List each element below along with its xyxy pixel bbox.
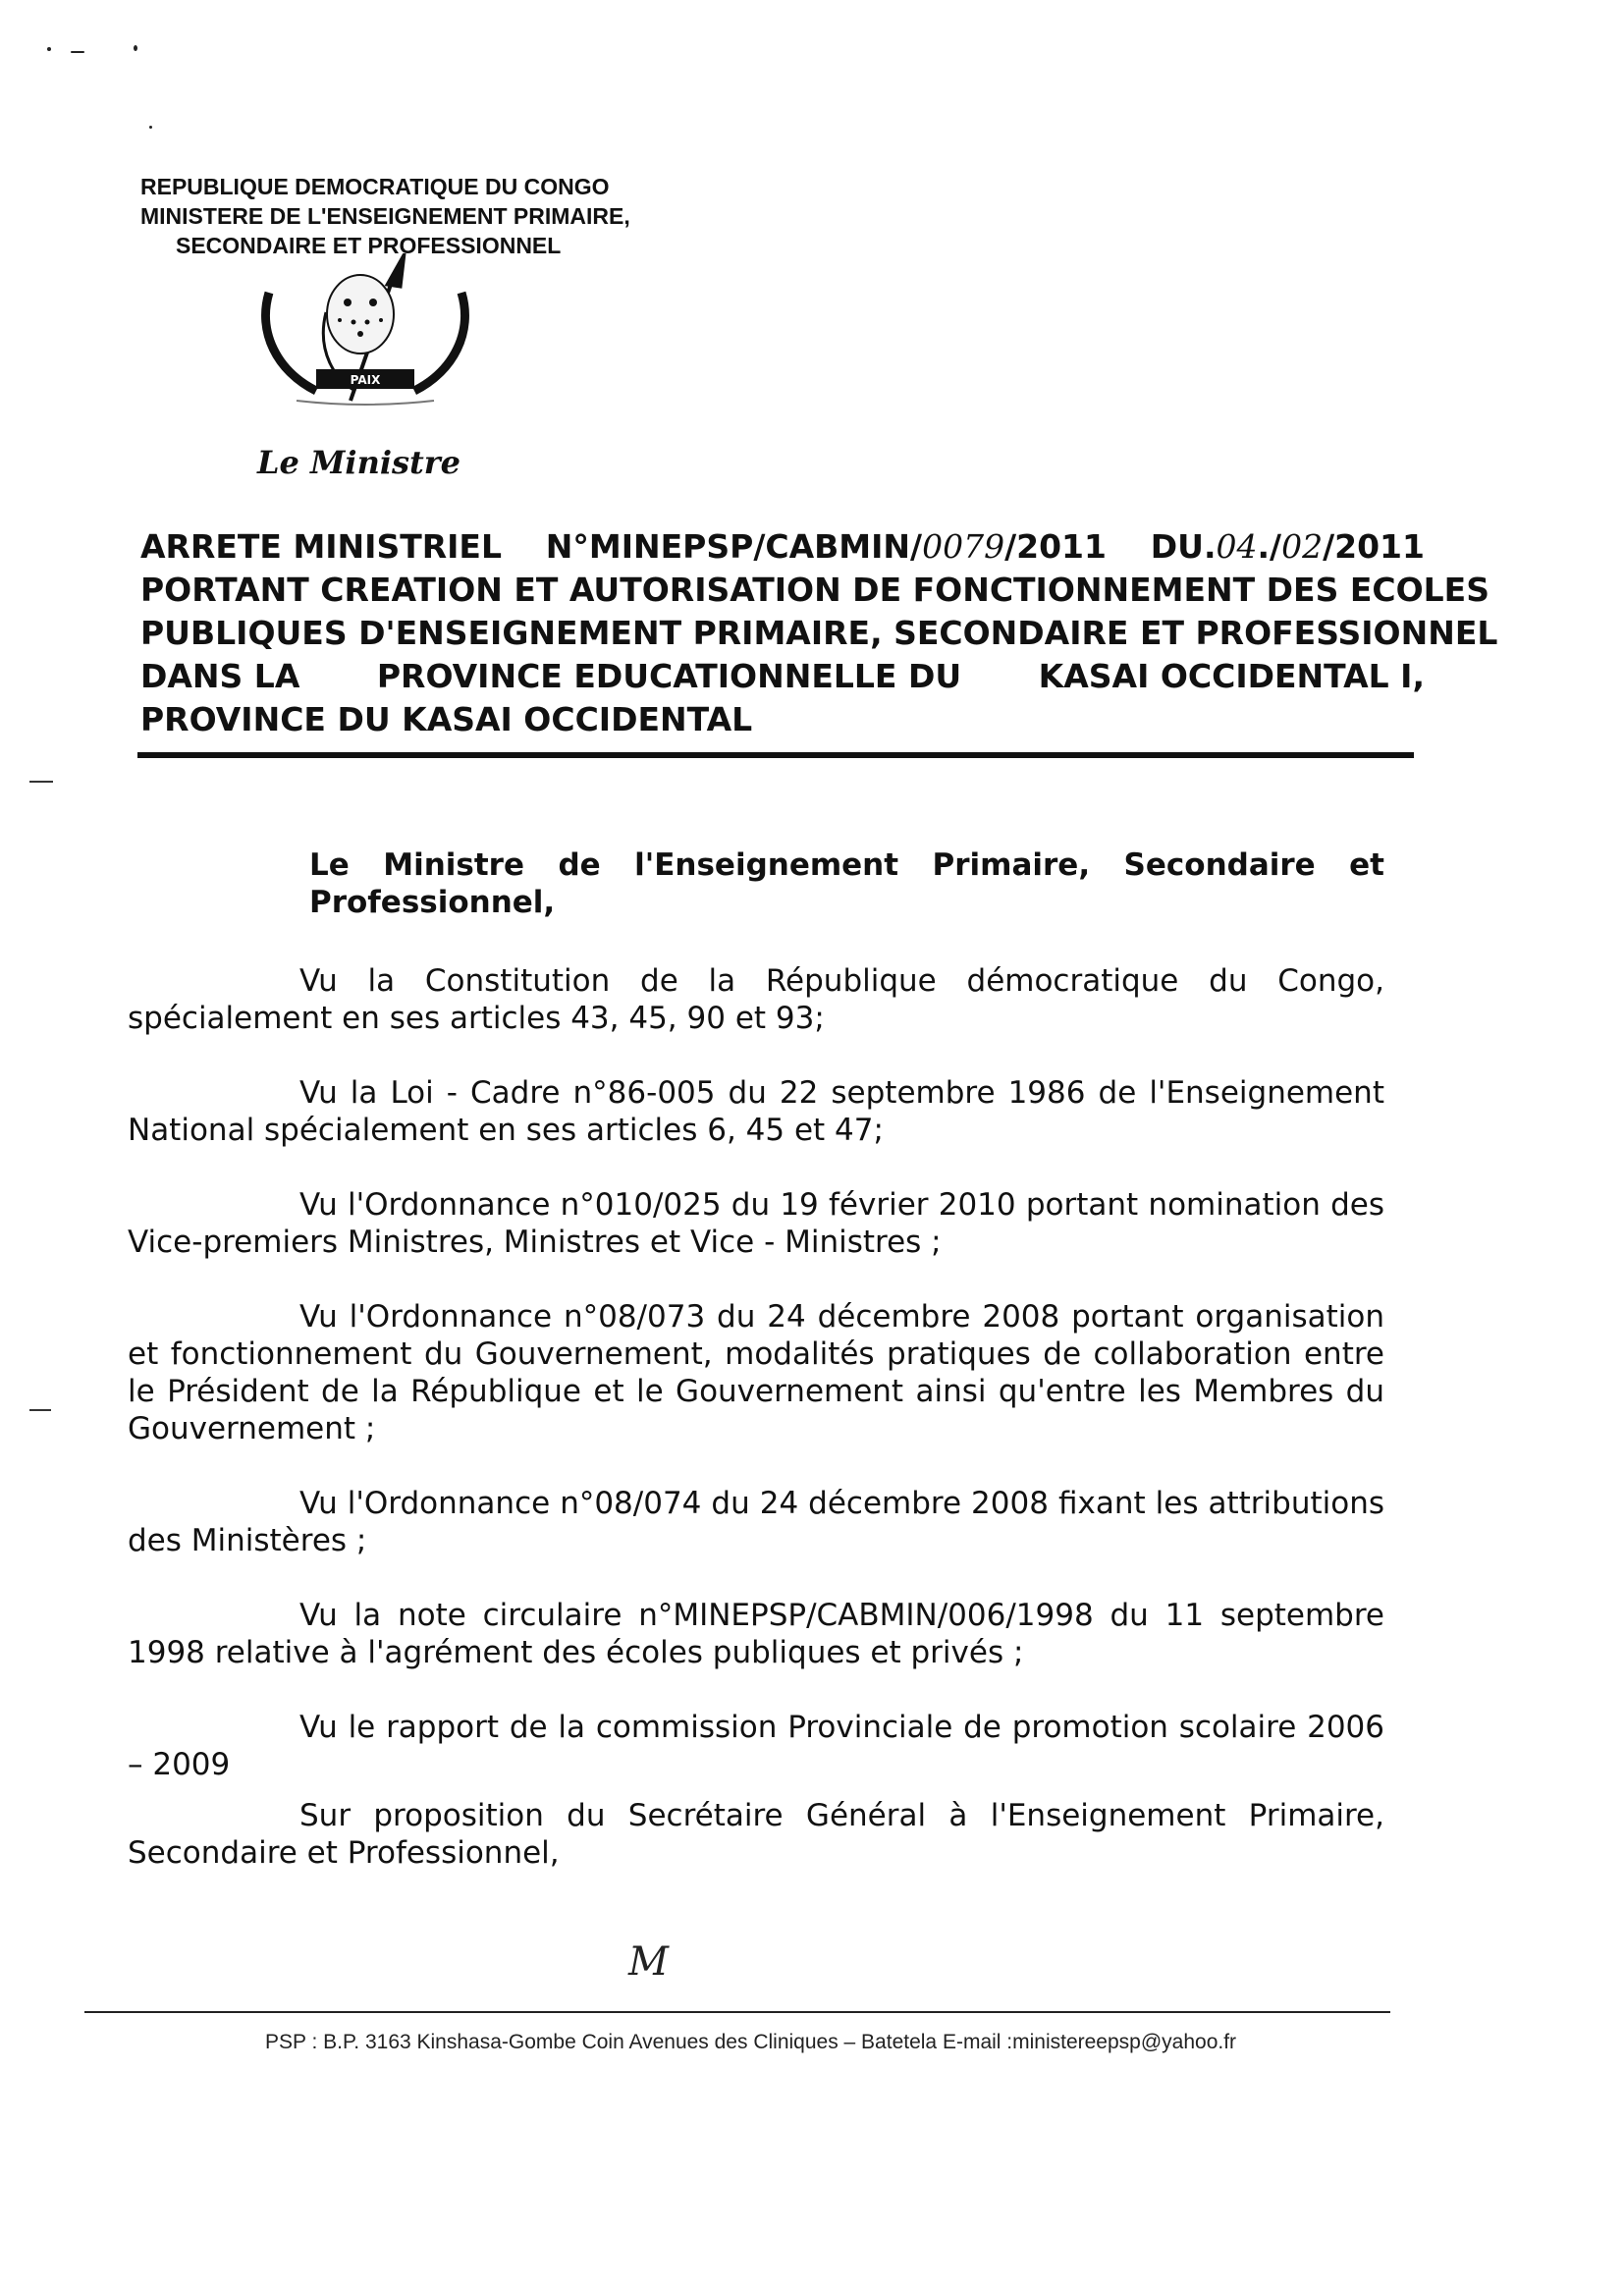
handwritten-initials: M [628,1939,669,1985]
preamble-paragraph: Vu la Loi - Cadre n°86-005 du 22 septembre 1986 de l'Enseignement National spécialement en ses articles 6, 45 et 47; [128,1075,1384,1148]
title-divider [137,752,1414,758]
decree-title-line: PORTANT CREATION ET AUTORISATION DE FONCTIONNEMENT DES ECOLES [140,571,1489,609]
scan-margin-mark [29,781,53,783]
decree-title-line: PUBLIQUES D'ENSEIGNEMENT PRIMAIRE, SECONDAIRE ET PROFESSIONNEL [140,614,1498,652]
decree-type: ARRETE MINISTRIEL [140,527,502,566]
handwritten-number: 0079 [922,527,1005,566]
decree-title-line: PROVINCE DU KASAI OCCIDENTAL [140,700,753,738]
preamble-lead: Le Ministre de l'Enseignement Primaire, Secondaire et Professionnel, [309,847,1384,920]
decree-title-line [140,525,1425,569]
decree-title-line: DANS LA PROVINCE EDUCATIONNELLE DU KASAI OCCIDENTAL I, [140,657,1425,695]
ministry-name-line2: SECONDAIRE ET PROFESSIONNEL [176,233,562,258]
country-name: REPUBLIQUE DEMOCRATIQUE DU CONGO [140,174,610,199]
decree-body [128,846,1384,1909]
scan-speck [47,47,51,51]
handwritten-day: 04 [1216,527,1258,566]
scan-speck [134,45,137,51]
preamble-paragraph: Vu l'Ordonnance n°08/073 du 24 décembre 2008 portant organisation et fonctionnement du Gouvernement, modalités pratiques de collaboration entre le Président de la République et le Gouvernement ainsi qu'entre les Membres du Gouvernement ; [128,1299,1384,1446]
scan-speck [71,51,84,53]
handwritten-month: 02 [1281,527,1324,566]
scan-speck [149,126,152,129]
footer-divider [84,2011,1390,2013]
issuing-authority [140,172,630,260]
emblem-banner-text: PAIX [350,373,381,387]
coat-of-arms-emblem [257,253,473,410]
preamble-paragraph: Vu l'Ordonnance n°08/074 du 24 décembre 2008 fixant les attributions des Ministères ; [128,1486,1384,1558]
signatory-title: Le Ministre [257,444,461,481]
decree-date: DU.04./02/2011 [1150,527,1425,566]
preamble-paragraph: Vu le rapport de la commission Provinciale de promotion scolaire 2006 – 2009 [128,1710,1384,1782]
preamble-paragraph: Vu l'Ordonnance n°010/025 du 19 février 2010 portant nomination des Vice-premiers Ministres, Ministres et Vice - Ministres ; [128,1187,1384,1260]
ministry-name-line1: MINISTERE DE L'ENSEIGNEMENT PRIMAIRE, [140,203,630,229]
preamble-paragraph: Vu la Constitution de la République démocratique du Congo, spécialement en ses articles 43, 45, 90 et 93; [128,963,1384,1036]
preamble-paragraph: Sur proposition du Secrétaire Général à l'Enseignement Primaire, Secondaire et Professionnel, [128,1798,1384,1871]
decree-number: N°MINEPSP/CABMIN/0079/2011 [545,527,1107,566]
decree-title [140,525,1498,741]
footer-address: PSP : B.P. 3163 Kinshasa-Gombe Coin Avenues des Cliniques – Batetela E-mail :ministereepsp@yahoo.fr [265,2031,1237,2053]
preamble-paragraph: Vu la note circulaire n°MINEPSP/CABMIN/006/1998 du 11 septembre 1998 relative à l'agrément des écoles publiques et privés ; [128,1598,1384,1670]
scan-margin-mark [29,1409,51,1411]
